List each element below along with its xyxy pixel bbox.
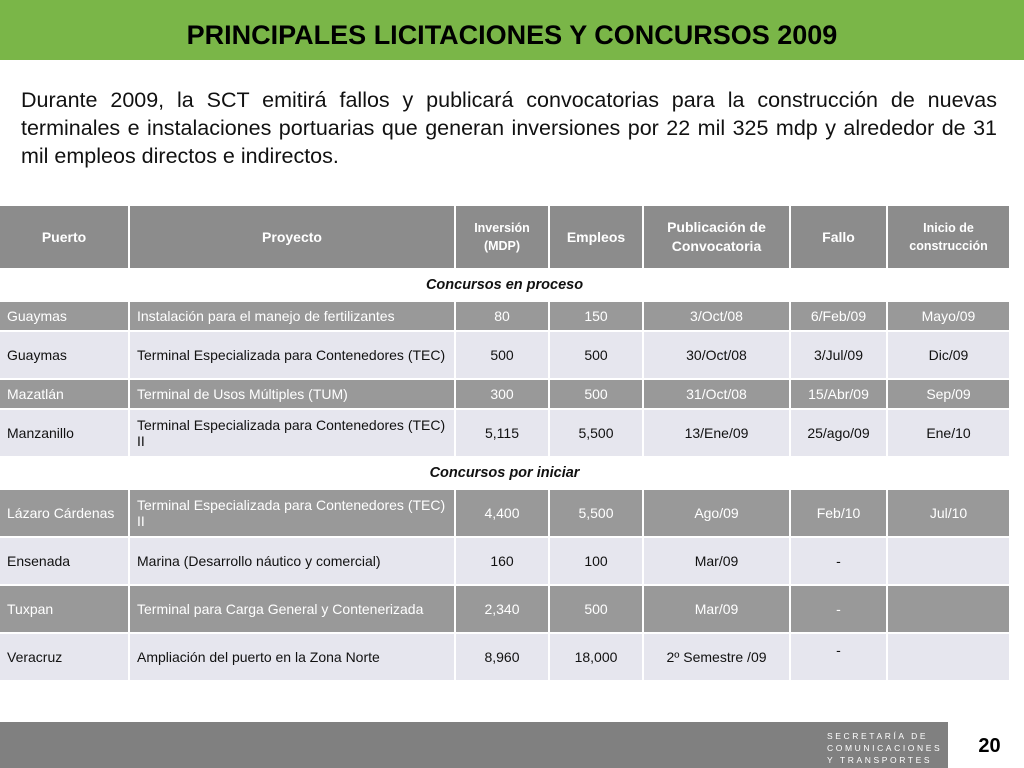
cell-publicacion: 13/Ene/09 bbox=[644, 408, 791, 456]
cell-inversion: 300 bbox=[456, 378, 550, 408]
cell-inversion: 500 bbox=[456, 330, 550, 378]
table-row bbox=[0, 408, 1011, 456]
cell-empleos: 500 bbox=[550, 330, 644, 378]
table-row bbox=[0, 330, 1011, 378]
header-fallo: Fallo bbox=[791, 206, 888, 268]
logo-line: COMUNICACIONES bbox=[827, 743, 943, 753]
cell-publicacion: Mar/09 bbox=[644, 536, 791, 584]
cell-inversion: 4,400 bbox=[456, 488, 550, 536]
cell-fallo: - bbox=[791, 632, 888, 680]
table-row bbox=[0, 632, 1011, 680]
cell-puerto: Mazatlán bbox=[0, 378, 130, 408]
cell-fallo: 6/Feb/09 bbox=[791, 300, 888, 330]
cell-fallo: - bbox=[791, 584, 888, 632]
cell-puerto: Guaymas bbox=[0, 330, 130, 378]
page-number: 20 bbox=[978, 735, 1001, 757]
cell-proyecto: Marina (Desarrollo náutico y comercial) bbox=[130, 536, 456, 584]
cell-inicio bbox=[888, 584, 1011, 632]
table-body bbox=[0, 268, 1011, 680]
cell-fallo: Feb/10 bbox=[791, 488, 888, 536]
cell-fallo: - bbox=[791, 536, 888, 584]
header-publicacion: Publicación de Convocatoria bbox=[644, 206, 791, 268]
cell-puerto: Manzanillo bbox=[0, 408, 130, 456]
cell-inversion: 5,115 bbox=[456, 408, 550, 456]
table-row bbox=[0, 488, 1011, 536]
section-row bbox=[0, 456, 1011, 488]
table-row bbox=[0, 378, 1011, 408]
table-row bbox=[0, 584, 1011, 632]
header-empleos: Empleos bbox=[550, 206, 644, 268]
cell-proyecto: Instalación para el manejo de fertilizantes bbox=[130, 300, 456, 330]
cell-inversion: 2,340 bbox=[456, 584, 550, 632]
cell-inicio: Mayo/09 bbox=[888, 300, 1011, 330]
cell-proyecto: Terminal Especializada para Contenedores (TEC) bbox=[130, 330, 456, 378]
cell-puerto: Tuxpan bbox=[0, 584, 130, 632]
cell-inversion: 80 bbox=[456, 300, 550, 330]
cell-inicio bbox=[888, 536, 1011, 584]
table-row bbox=[0, 536, 1011, 584]
cell-fallo: 25/ago/09 bbox=[791, 408, 888, 456]
cell-inicio: Sep/09 bbox=[888, 378, 1011, 408]
cell-publicacion: Ago/09 bbox=[644, 488, 791, 536]
cell-proyecto: Terminal Especializada para Contenedores (TEC) II bbox=[130, 408, 456, 456]
cell-empleos: 18,000 bbox=[550, 632, 644, 680]
intro-paragraph: Durante 2009, la SCT emitirá fallos y publicará convocatorias para la construcción de nuevas terminales e instalaciones portuarias que generan inversiones por 22 mil 325 mdp y alrededor de 31 mil empleos directos e indirectos. bbox=[21, 88, 997, 168]
logo-line: SECRETARÍA DE bbox=[827, 731, 929, 741]
cell-empleos: 5,500 bbox=[550, 488, 644, 536]
cell-publicacion: 3/Oct/08 bbox=[644, 300, 791, 330]
cell-puerto: Ensenada bbox=[0, 536, 130, 584]
page-title: PRINCIPALES LICITACIONES Y CONCURSOS 2009 bbox=[186, 19, 838, 50]
cell-inicio bbox=[888, 632, 1011, 680]
header-inversion: Inversión (MDP) bbox=[456, 206, 550, 268]
cell-proyecto: Terminal Especializada para Contenedores (TEC) II bbox=[130, 488, 456, 536]
table-header-row bbox=[0, 206, 1011, 268]
cell-publicacion: 31/Oct/08 bbox=[644, 378, 791, 408]
header-puerto: Puerto bbox=[0, 206, 130, 268]
cell-empleos: 100 bbox=[550, 536, 644, 584]
cell-inicio: Jul/10 bbox=[888, 488, 1011, 536]
section-row bbox=[0, 268, 1011, 300]
section-title: Concursos por iniciar bbox=[0, 456, 1011, 488]
cell-empleos: 150 bbox=[550, 300, 644, 330]
footer-bar bbox=[0, 722, 948, 768]
cell-empleos: 500 bbox=[550, 584, 644, 632]
cell-fallo: 3/Jul/09 bbox=[791, 330, 888, 378]
cell-empleos: 5,500 bbox=[550, 408, 644, 456]
section-title: Concursos en proceso bbox=[0, 268, 1011, 300]
cell-puerto: Guaymas bbox=[0, 300, 130, 330]
cell-inicio: Ene/10 bbox=[888, 408, 1011, 456]
table-row bbox=[0, 300, 1011, 330]
cell-publicacion: 30/Oct/08 bbox=[644, 330, 791, 378]
logo-line: Y TRANSPORTES bbox=[827, 755, 933, 765]
cell-proyecto: Terminal de Usos Múltiples (TUM) bbox=[130, 378, 456, 408]
cell-inicio: Dic/09 bbox=[888, 330, 1011, 378]
cell-publicacion: 2º Semestre /09 bbox=[644, 632, 791, 680]
cell-inversion: 160 bbox=[456, 536, 550, 584]
cell-fallo: 15/Abr/09 bbox=[791, 378, 888, 408]
cell-inversion: 8,960 bbox=[456, 632, 550, 680]
header-proyecto: Proyecto bbox=[130, 206, 456, 268]
cell-proyecto: Terminal para Carga General y Contenerizada bbox=[130, 584, 456, 632]
licitaciones-table bbox=[0, 206, 1011, 680]
sct-logo bbox=[827, 730, 942, 766]
header-inicio: Inicio de construcción bbox=[888, 206, 1011, 268]
cell-proyecto: Ampliación del puerto en la Zona Norte bbox=[130, 632, 456, 680]
cell-publicacion: Mar/09 bbox=[644, 584, 791, 632]
cell-puerto: Lázaro Cárdenas bbox=[0, 488, 130, 536]
cell-puerto: Veracruz bbox=[0, 632, 130, 680]
cell-empleos: 500 bbox=[550, 378, 644, 408]
